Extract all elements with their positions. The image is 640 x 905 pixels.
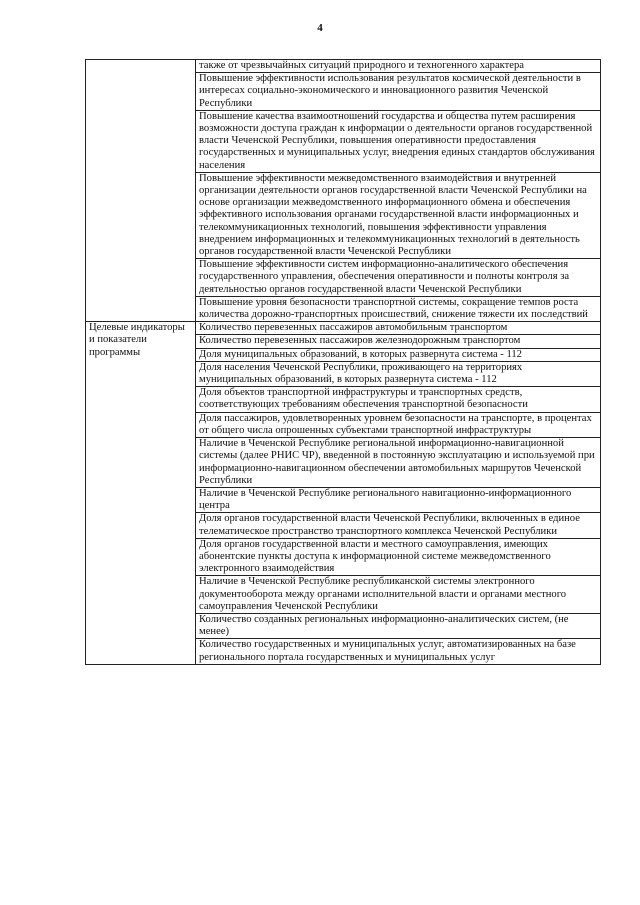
- indicator-item: Наличие в Чеченской Республике республиканской системы электронного документооборота между органами исполнительной власти и органами местного самоуправления Чеченской Республики: [196, 576, 601, 614]
- indicators-label: Целевые индикаторы и показатели программы: [86, 322, 196, 664]
- page-number: 4: [317, 22, 323, 34]
- task-item: Повышение эффективности межведомственного взаимодействия и внутренней организации деятельности органов государственной власти Чеченской Республики на основе организации межведомственного информационного обмена и обеспечения эффективного использования органами государственной власти информационных и телекоммуникационных технологий, повышения эффективности управления внедрением информационных и телекоммуникационных технологий в деятельность органов государственной власти Чеченской Республики: [196, 172, 601, 258]
- table-row: [86, 322, 601, 335]
- task-item: Повышение качества взаимоотношений государства и общества путем расширения возможности доступа граждан к информации о деятельности органов государственной власти Чеченской Республики, повышения оперативности предоставления государственных и муниципальных услуг, внедрения единых стандартов обслуживания населения: [196, 110, 601, 172]
- indicator-item: Наличие в Чеченской Республике регионального навигационно-информационного центра: [196, 487, 601, 512]
- indicator-item: Наличие в Чеченской Республике региональной информационно-навигационной системы (далее РНИС ЧР), введенной в постоянную эксплуатацию и используемой при информационно-навигационном обеспечении автомобильных маршрутов Чеченской Республики: [196, 438, 601, 488]
- indicator-item: Доля органов государственной власти и местного самоуправления, имеющих абонентские пункты доступа к информационной системе межведомственного электронного взаимодействия: [196, 538, 601, 576]
- indicator-item: Количество созданных региональных информационно-аналитических систем, (не менее): [196, 613, 601, 638]
- indicator-item: Доля объектов транспортной инфраструктуры и транспортных средств, соответствующих требованиям обеспечения транспортной безопасности: [196, 387, 601, 412]
- indicator-item: Доля населения Чеченской Республики, проживающего на территориях муниципальных образований, в которых развернута система - 112: [196, 361, 601, 386]
- indicator-item: Количество перевезенных пассажиров автомобильным транспортом: [196, 322, 601, 335]
- indicator-item: Доля органов государственной власти Чеченской Республики, включенных в единое телематическое пространство транспортного комплекса Чеченской Республики: [196, 513, 601, 538]
- indicator-item: Доля муниципальных образований, в которых развернута система - 112: [196, 348, 601, 361]
- task-item: Повышение уровня безопасности транспортной системы, сокращение темпов роста количества дорожно-транспортных происшествий, снижение тяжести их последствий: [196, 296, 601, 321]
- tasks-label-cell: [86, 60, 196, 322]
- indicator-item: Количество государственных и муниципальных услуг, автоматизированных на базе регионального портала государственных и муниципальных услуг: [196, 639, 601, 664]
- indicator-item: Доля пассажиров, удовлетворенных уровнем безопасности на транспорте, в процентах от общего числа опрошенных субъектами транспортной инфраструктуры: [196, 412, 601, 437]
- program-passport-table: [85, 59, 601, 665]
- task-item: также от чрезвычайных ситуаций природного и техногенного характера: [196, 60, 601, 73]
- task-item: Повышение эффективности систем информационно-аналитического обеспечения государственного управления, обеспечения оперативности и полноты контроля за деятельностью органов государственной власти Чеченской Республики: [196, 259, 601, 297]
- table-row: [86, 60, 601, 73]
- indicator-item: Количество перевезенных пассажиров железнодорожным транспортом: [196, 335, 601, 348]
- task-item: Повышение эффективности использования результатов космической деятельности в интересах социально-экономического и инновационного развития Чеченской Республики: [196, 73, 601, 111]
